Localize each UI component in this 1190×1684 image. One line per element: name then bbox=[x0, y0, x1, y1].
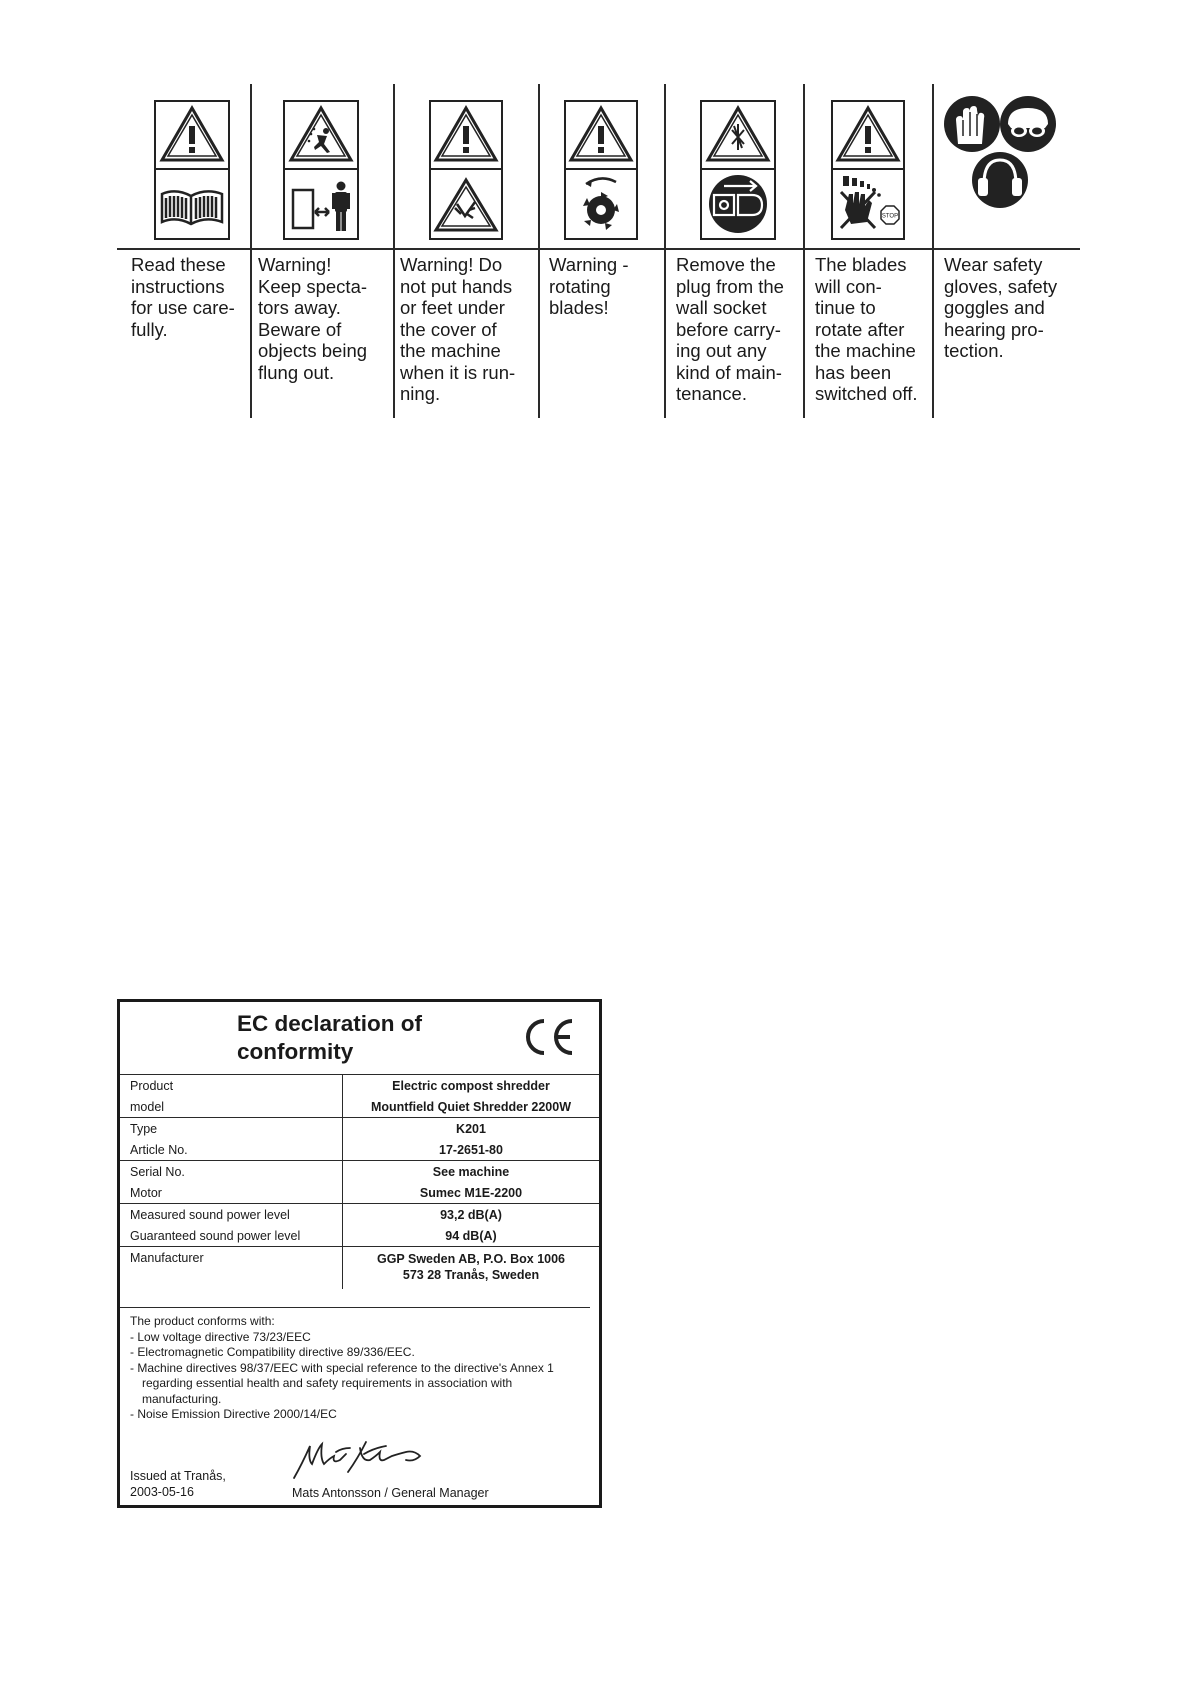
ec-row-value: Sumec M1E-2200 bbox=[419, 1185, 523, 1200]
hand-foot-warning-icon bbox=[429, 100, 503, 240]
ec-row-value: GGP Sweden AB, P.O. Box 1006 573 28 Tranås, Sweden bbox=[343, 1247, 600, 1290]
ec-row-label: Measured sound power level bbox=[120, 1204, 343, 1226]
ec-row-label: Product bbox=[120, 1075, 343, 1097]
symbol-hands-feet-warning bbox=[393, 84, 538, 418]
ec-table-row bbox=[120, 1139, 599, 1161]
read-manual-icon bbox=[154, 100, 230, 240]
unplug-icon bbox=[700, 100, 776, 240]
ec-row-label: Motor bbox=[120, 1182, 343, 1204]
symbol-keep-spectators-away bbox=[250, 84, 393, 418]
directive-item: - Noise Emission Directive 2000/14/EC bbox=[130, 1407, 590, 1423]
symbol-caption: Remove the plug from the wall socket before carry- ing out any kind of main- tenance. bbox=[676, 254, 784, 404]
ec-table-row bbox=[120, 1204, 599, 1226]
directive-item: - Electromagnetic Compatibility directive 89/336/EEC. bbox=[130, 1345, 590, 1361]
ec-table-row bbox=[120, 1225, 599, 1247]
conformity-section bbox=[120, 1307, 590, 1423]
ec-row-label: Serial No. bbox=[120, 1161, 343, 1183]
ec-declaration-title: EC declaration of conformity bbox=[237, 1011, 423, 1064]
ec-row-value: Electric compost shredder bbox=[343, 1075, 600, 1097]
blades-continue-icon bbox=[831, 100, 905, 240]
ec-table-row bbox=[120, 1096, 599, 1118]
svg-text:STOP: STOP bbox=[881, 213, 899, 220]
ec-declaration-box bbox=[117, 999, 602, 1508]
symbol-blades-continue bbox=[803, 84, 932, 418]
protective-equipment-icon bbox=[942, 92, 1058, 210]
ec-table-row bbox=[120, 1247, 599, 1290]
handwritten-signature bbox=[288, 1434, 438, 1484]
ec-row-label: Article No. bbox=[120, 1139, 343, 1161]
keep-spectators-away-icon bbox=[283, 100, 359, 240]
symbol-caption: Warning! Do not put hands or feet under the cover of the machine when it is run- ning. bbox=[400, 254, 516, 404]
ce-mark-icon bbox=[520, 1016, 578, 1058]
directive-item: - Low voltage directive 73/23/EEC bbox=[130, 1330, 590, 1346]
safety-symbols-table bbox=[117, 84, 1080, 418]
ec-row-label: Guaranteed sound power level bbox=[120, 1225, 343, 1247]
rotating-blade-icon bbox=[564, 100, 638, 240]
ec-row-label: model bbox=[120, 1096, 343, 1118]
symbol-caption: Read these instructions for use care- fully. bbox=[131, 254, 235, 340]
symbol-rotating-blades bbox=[538, 84, 664, 418]
ec-row-value: 94 dB(A) bbox=[445, 1228, 497, 1243]
directive-item: - Machine directives 98/37/EEC with special reference to the directive's Annex 1 regarding essential health and safety requirements in association with manufacturing. bbox=[130, 1361, 590, 1408]
symbol-read-manual bbox=[117, 84, 250, 418]
signer-name: Mats Antonsson / General Manager bbox=[292, 1486, 489, 1500]
ec-row-value: 17-2651-80 bbox=[439, 1142, 503, 1157]
ec-declaration-table bbox=[120, 1074, 599, 1289]
ec-table-row bbox=[120, 1118, 599, 1140]
conforms-heading: The product conforms with: bbox=[130, 1314, 275, 1328]
ec-table-row bbox=[120, 1161, 599, 1183]
symbol-caption: Warning! Keep specta- tors away. Beware of objects being flung out. bbox=[258, 254, 368, 383]
symbol-caption: Wear safety gloves, safety goggles and hearing pro- tection. bbox=[944, 254, 1058, 361]
issued-place-date: Issued at Tranås, 2003-05-16 bbox=[130, 1469, 226, 1499]
symbol-protective-equipment bbox=[932, 84, 1080, 418]
ec-table-row bbox=[120, 1182, 599, 1204]
ec-table-row bbox=[120, 1075, 599, 1097]
ec-row-label: Type bbox=[120, 1118, 343, 1140]
ec-row-value: 93,2 dB(A) bbox=[343, 1204, 600, 1226]
symbol-caption: The blades will con- tinue to rotate after the machine has been switched off. bbox=[815, 254, 918, 404]
ec-row-label: Manufacturer bbox=[120, 1247, 343, 1290]
ec-row-value: K201 bbox=[343, 1118, 600, 1140]
symbol-unplug bbox=[664, 84, 803, 418]
ec-row-value: Mountfield Quiet Shredder 2200W bbox=[370, 1099, 572, 1114]
symbol-caption: Warning - rotating blades! bbox=[549, 254, 629, 318]
ec-row-value: See machine bbox=[343, 1161, 600, 1183]
directive-list bbox=[130, 1330, 590, 1423]
